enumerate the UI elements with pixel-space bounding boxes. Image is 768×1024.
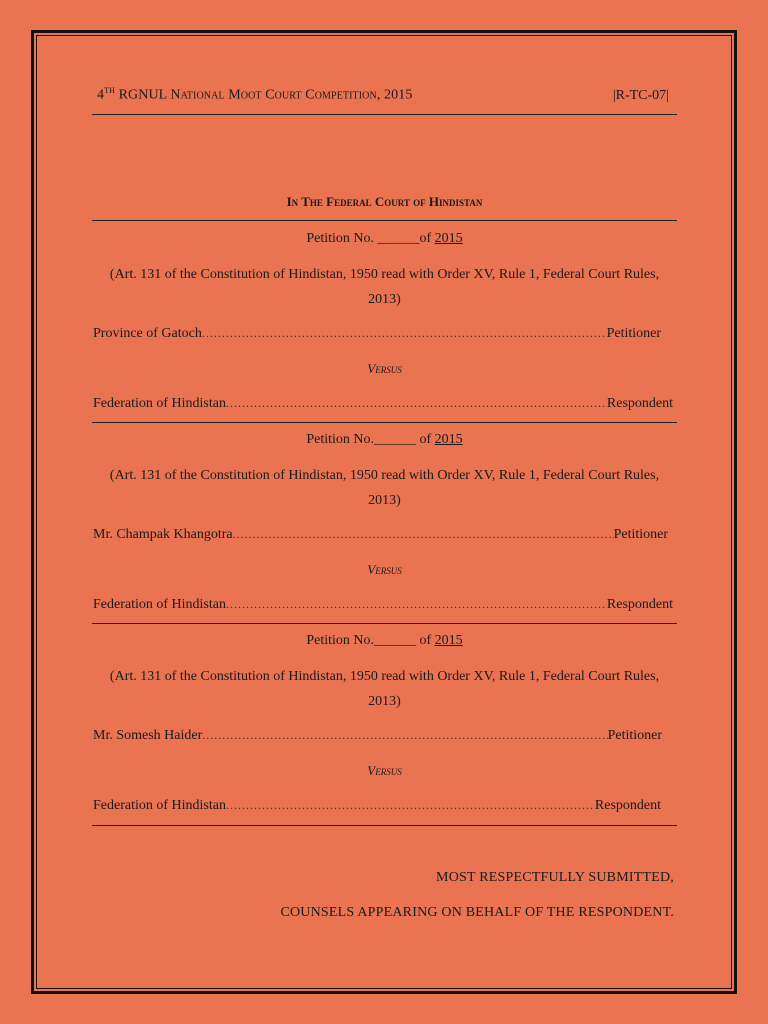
closing-counsel: COUNSELS APPEARING ON BEHALF OF THE RESPONDENT. [280, 905, 674, 920]
competition-name: RGNUL National Moot Court Competition, 2015 [114, 87, 413, 103]
respondent-name: Federation of Hindistan [93, 597, 226, 612]
petitioner-name: Province of Gatoch [93, 326, 202, 341]
leader-dots [226, 798, 595, 813]
ordinal-suffix: TH [104, 86, 115, 95]
header-rule [92, 114, 677, 115]
petition-number-prefix: Petition No.______ of [306, 633, 435, 648]
petitioner-line [93, 527, 668, 543]
article-reference: (Art. 131 of the Constitution of Hindistan, 1950 read with Order XV, Rule 1, Federal Court Rules, 2013) [109, 468, 660, 508]
section-rule [92, 623, 677, 624]
closing-submission: MOST RESPECTFULLY SUBMITTED, [436, 870, 674, 885]
title-rule [92, 220, 677, 221]
article-reference: (Art. 131 of the Constitution of Hindistan, 1950 read with Order XV, Rule 1, Federal Court Rules, 2013) [109, 267, 660, 307]
petition-number [92, 633, 677, 649]
section-rule [92, 422, 677, 423]
petitioner-line [93, 728, 662, 744]
versus-label: Versus [367, 361, 402, 376]
petition-number-prefix: Petition No. ______of [306, 231, 435, 246]
versus-label: Versus [367, 562, 402, 577]
petition-year: 2015 [434, 633, 463, 648]
petitioner-name: Mr. Somesh Haider [93, 728, 203, 743]
respondent-line [93, 396, 673, 412]
respondent-name: Federation of Hindistan [93, 396, 226, 411]
respondent-name: Federation of Hindistan [93, 798, 226, 813]
petition-year: 2015 [434, 432, 463, 447]
respondent-line [93, 798, 661, 814]
team-code: |R-TC-07| [612, 87, 669, 103]
respondent-role: Respondent [606, 597, 673, 612]
petitioner-role: Petitioner [606, 326, 661, 341]
leader-dots [202, 326, 607, 341]
petition-number [92, 432, 677, 448]
petition-year: 2015 [434, 231, 463, 246]
leader-dots [233, 527, 614, 542]
leader-dots [202, 728, 607, 743]
versus-label: Versus [367, 763, 402, 778]
petition-number [92, 231, 677, 247]
section-rule [92, 825, 677, 826]
competition-title [97, 86, 412, 104]
article-reference: (Art. 131 of the Constitution of Hindistan, 1950 read with Order XV, Rule 1, Federal Court Rules, 2013) [109, 669, 660, 709]
page-header [97, 86, 669, 104]
leader-dots [226, 396, 607, 411]
petitioner-name: Mr. Champak Khangotra [93, 527, 233, 542]
respondent-role: Respondent [594, 798, 661, 813]
petitioner-role: Petitioner [613, 527, 668, 542]
respondent-role: Respondent [606, 396, 673, 411]
respondent-line [93, 597, 673, 613]
leader-dots [226, 597, 607, 612]
petition-number-prefix: Petition No.______ of [306, 432, 435, 447]
ordinal-number: 4 [97, 87, 105, 103]
petitioner-role: Petitioner [607, 728, 662, 743]
petitioner-line [93, 326, 661, 342]
court-title: In The Federal Court of Hindistan [286, 194, 483, 209]
